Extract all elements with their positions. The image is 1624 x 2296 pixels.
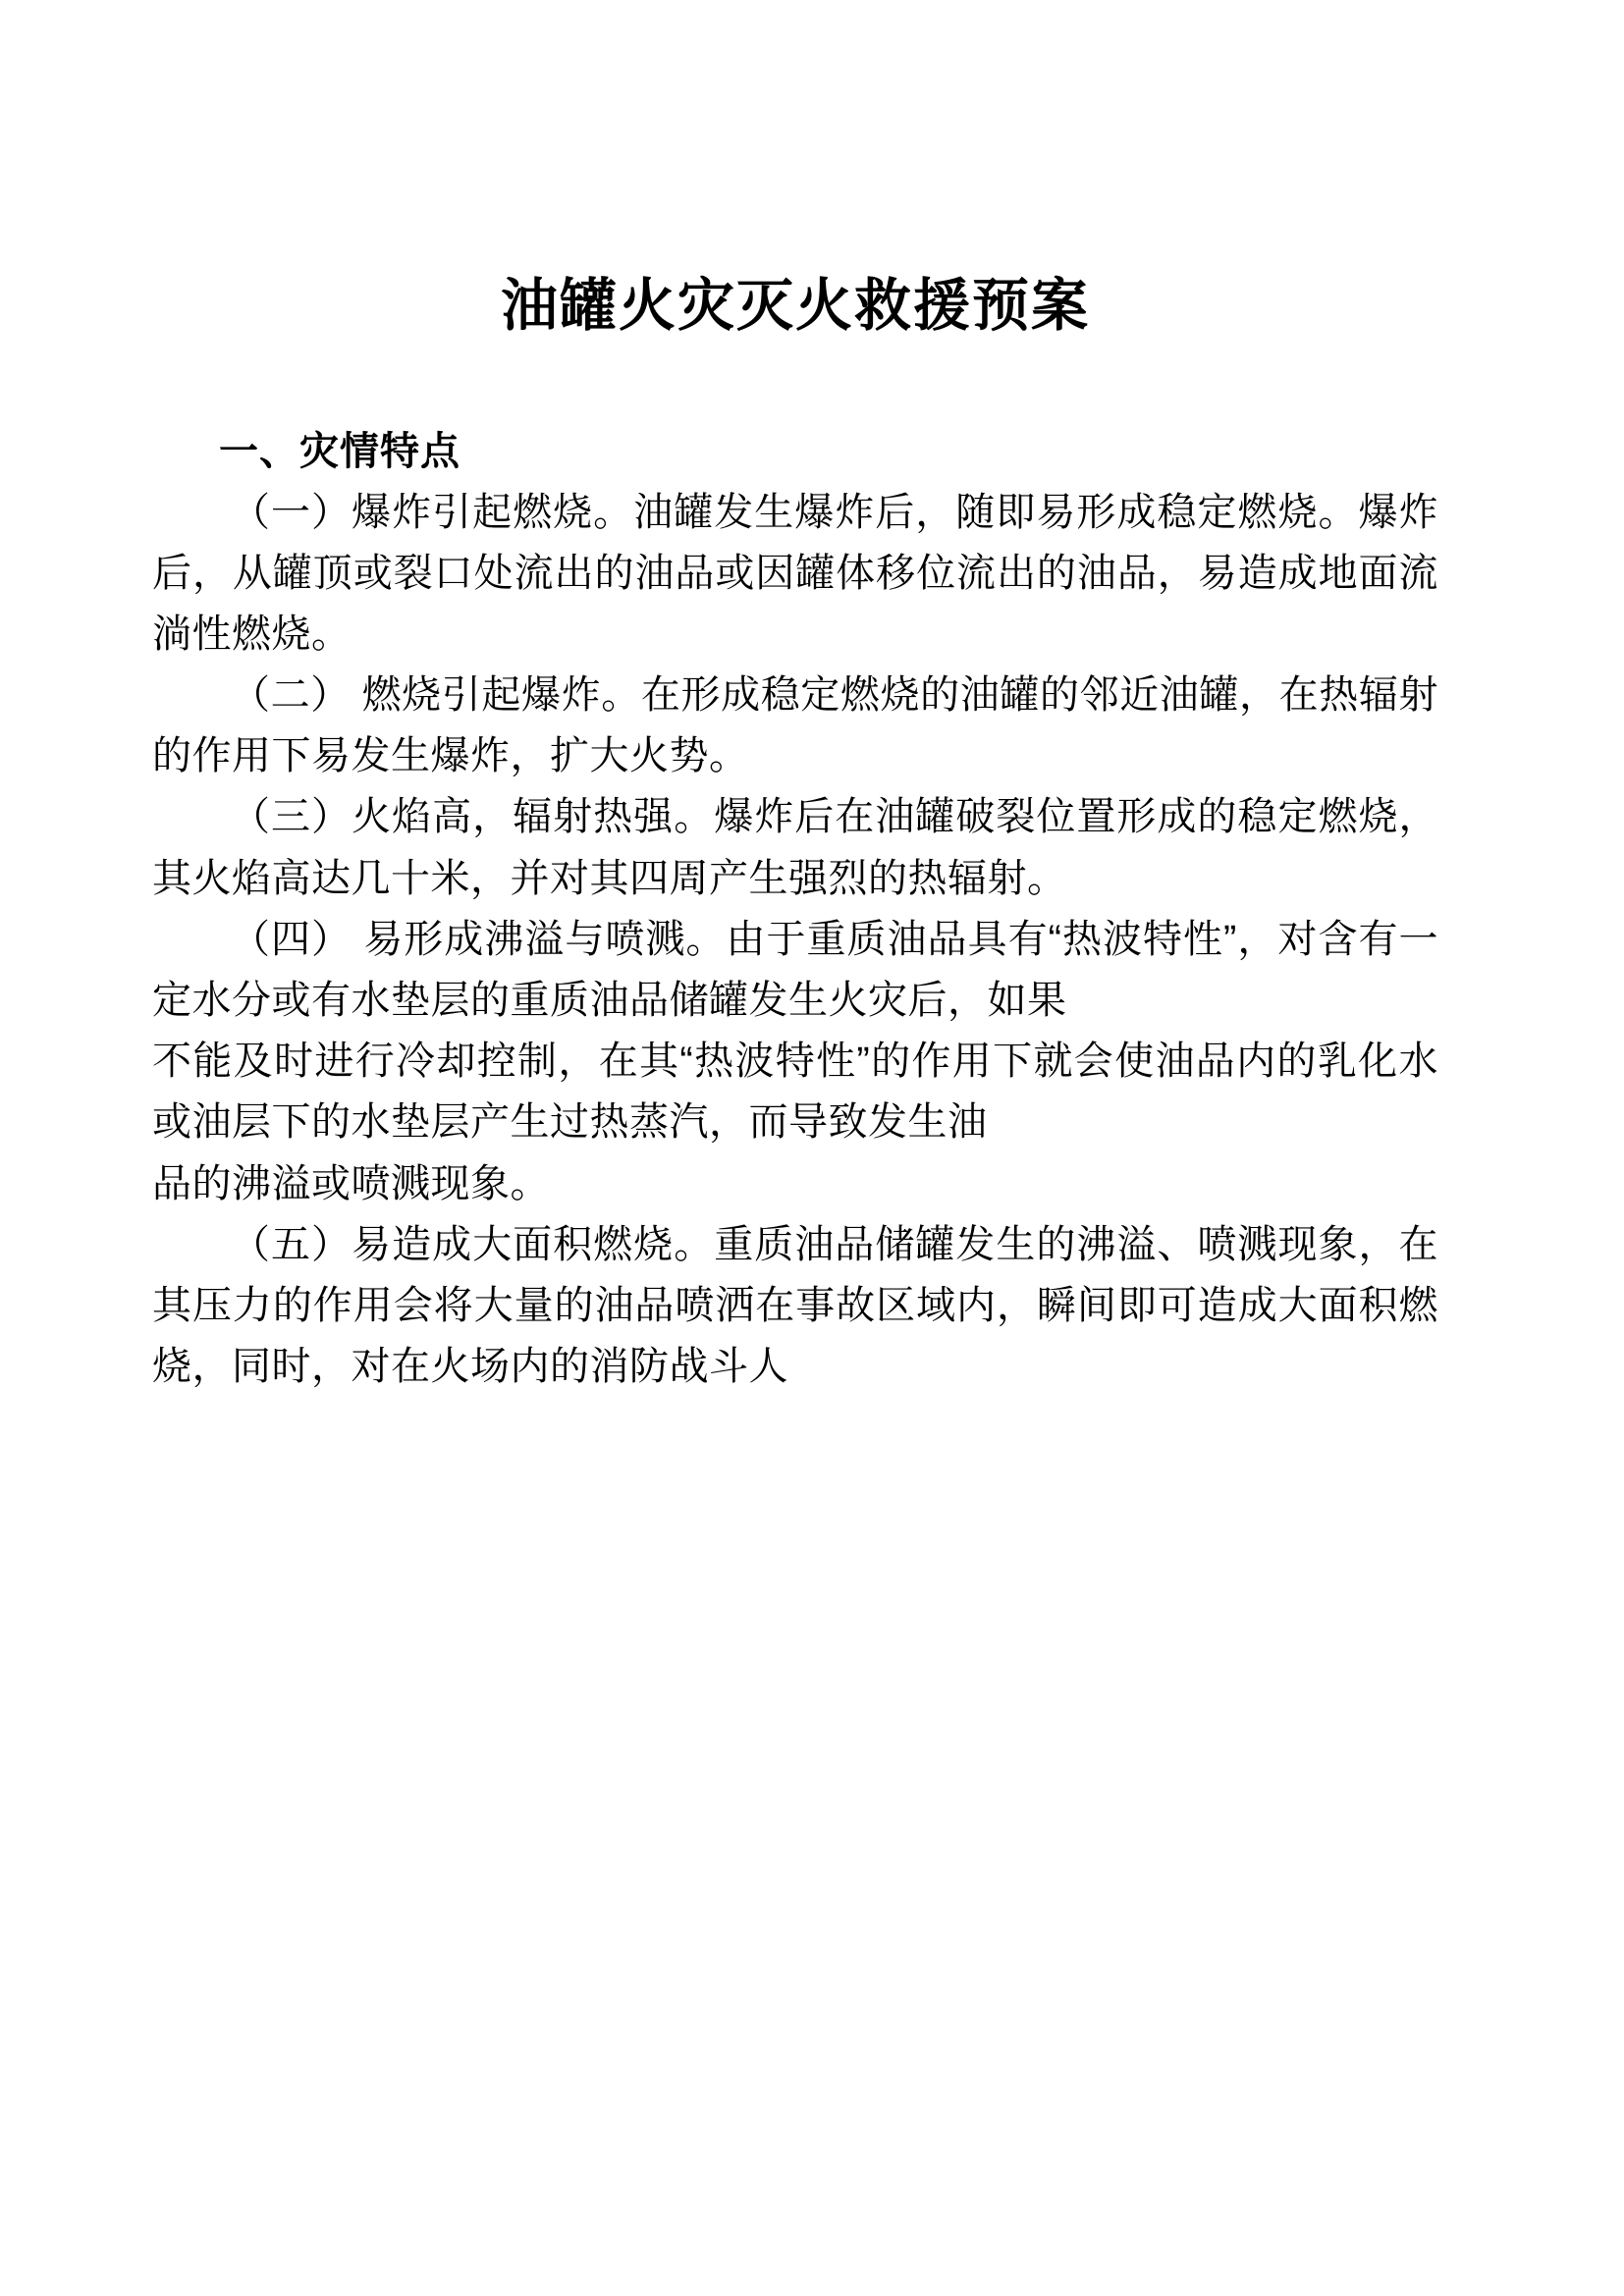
paragraph-item-4: （四） 易形成沸溢与喷溅。由于重质油品具有“热波特性”，对含有一定水分或有水垫层的重质油品储罐发生火灾后，如果 <box>152 917 1438 1022</box>
paragraph-item-3: （三）火焰高，辐射热强。爆炸后在油罐破裂位置形成的稳定燃烧，其火焰高达几十米，并对其四周产生强烈的热辐射。 <box>152 795 1438 900</box>
page-title: 油罐火灾灭火救援预案 <box>500 274 1090 338</box>
paragraph-item-4-continuation-1: 不能及时进行冷却控制，在其“热波特性”的作用下就会使油品内的乳化水或油层下的水垫层产生过热蒸汽，而导致发生油 <box>152 1040 1438 1145</box>
paragraph-item-2: （二） 燃烧引起爆炸。在形成稳定燃烧的油罐的邻近油罐，在热辐射的作用下易发生爆炸，扩大火势。 <box>152 673 1438 778</box>
paragraph-item-1: （一）爆炸引起燃烧。油罐发生爆炸后，随即易形成稳定燃烧。爆炸后，从罐顶或裂口处流出的油品或因罐体移位流出的油品，易造成地面流淌性燃烧。 <box>152 490 1438 656</box>
paragraph-item-5: （五）易造成大面积燃烧。重质油品储罐发生的沸溢、喷溅现象，在其压力的作用会将大量的油品喷洒在事故区域内，瞬间即可造成大面积燃烧，同时，对在火场内的消防战斗人 <box>152 1222 1438 1389</box>
section-heading-disaster-characteristics: 一、灾情特点 <box>219 429 460 473</box>
paragraph-item-4-continuation-2: 品的沸溢或喷溅现象。 <box>152 1161 550 1205</box>
page-body <box>152 0 1438 1397</box>
